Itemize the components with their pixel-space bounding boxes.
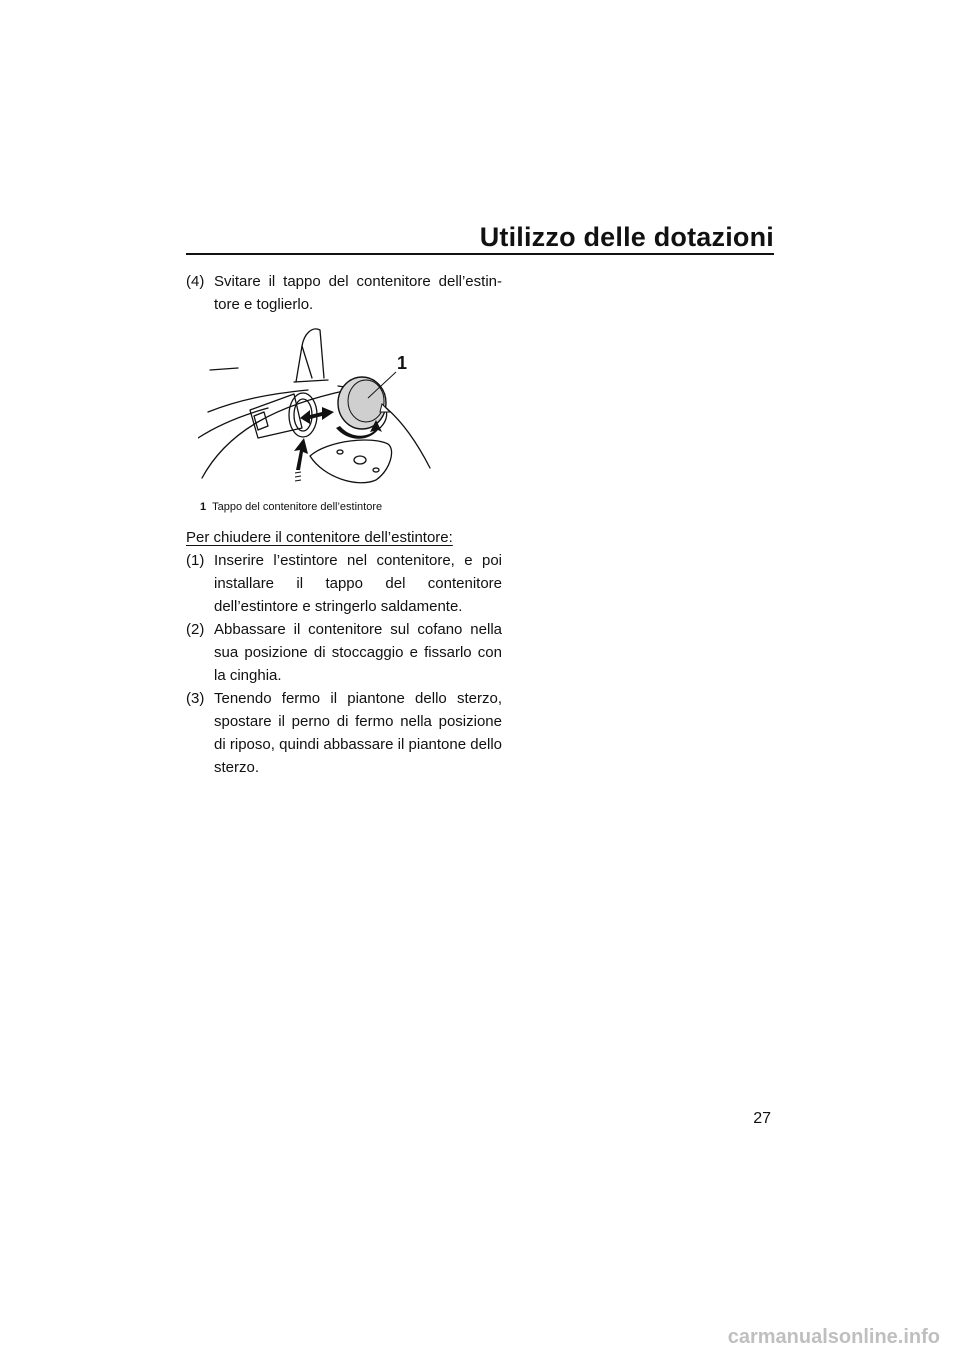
step-2	[186, 618, 502, 687]
step-text: Inserire l’estintore nel contenitore, e poi installare il tappo del contenitore dell’estintore e stringerlo saldamente.	[214, 552, 502, 615]
step-3	[186, 687, 502, 779]
page-title: Utilizzo delle dotazioni	[479, 222, 774, 252]
caption-text: Tappo del contenitore dell’estintore	[212, 501, 383, 513]
section-heading: Per chiudere il contenitore dell’estintore:	[186, 529, 453, 546]
step-text: Svitare il tappo del contenitore dell’estin-tore e toglierlo.	[214, 273, 502, 313]
figure-caption	[200, 501, 382, 513]
title-rule	[186, 253, 774, 255]
step-number: (3)	[186, 690, 205, 707]
step-4	[186, 270, 502, 316]
step-text: Abbassare il contenitore sul cofano nella sua posizione di stoccaggio e fissarlo con la cinghia.	[214, 621, 502, 684]
page-number: 27	[753, 1110, 771, 1127]
step-number: (4)	[186, 273, 205, 290]
callout-number: 1	[397, 353, 408, 373]
step-number: (2)	[186, 621, 205, 638]
watermark: carmanualsonline.info	[727, 1326, 940, 1348]
step-number: (1)	[186, 552, 205, 569]
step-text: Tenendo fermo il piantone dello sterzo, spostare il perno di fermo nella posizione di riposo, quindi abbassare il piantone dello sterzo.	[214, 690, 502, 776]
caption-number: 1	[200, 501, 207, 513]
extinguisher-cap-illustration	[198, 320, 438, 500]
illustration-drawing	[198, 320, 438, 500]
step-1	[186, 549, 502, 618]
